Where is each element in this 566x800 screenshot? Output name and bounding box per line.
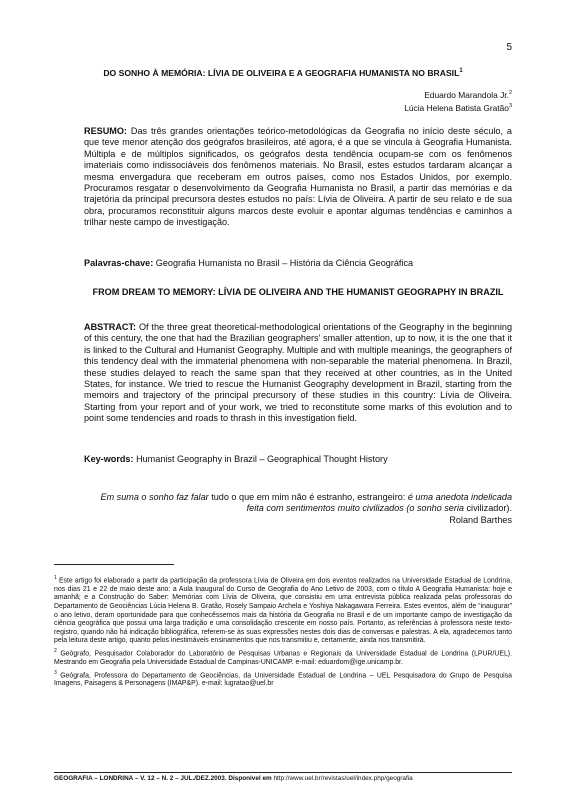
footer-separator: [54, 772, 512, 773]
footnote-number: 3: [54, 669, 57, 676]
epigraph-part-3: é uma anedota indelicada feita com sentimentos muito civilizados (o sonho seria: [246, 492, 512, 514]
epigraph: [84, 492, 512, 526]
author-1: [404, 88, 512, 101]
title-text: DO SONHO À MEMÓRIA: LÍVIA DE OLIVEIRA E A GEOGRAFIA HUMANISTA NO BRASIL: [103, 68, 460, 78]
footnote-3: [54, 669, 512, 689]
author-2: [404, 101, 512, 114]
key-words-text: Humanist Geography in Brazil – Geographical Thought History: [136, 454, 388, 464]
palavras-chave-text: Geografia Humanista no Brasil – História da Ciência Geográfica: [155, 258, 414, 268]
key-words-label: Key-words:: [84, 454, 134, 464]
resumo-text: Das três grandes orientações teórico-metodológicas da Geografia no início deste século, a que teve menor atenção dos geógrafos brasileiros, até agora, é a que se vincula à Geografia Humanista. Múltipla e de múltiplos significados, os geógrafos desta tendência ocupam-se com os fenômenos imateriais como indissociáveis dos fenômenos materiais. No Brasil, estes estudos tardaram alcançar a mesma envergadura que receberam em outros países, como nos Estados Unidos, por exemplo. Procuramos resgatar o desenvolvimento da Geografia Humanista no Brasil, a partir das memórias e da trajetória da principal precursora destes estudos no país: Lívia de Oliveira. A partir de seu relato e de sua obra, procuramos reconstituir alguns marcos deste evoluir e apontar algumas tendências e caminhos a trilhar neste campo de investigação.: [84, 126, 512, 228]
abstract-label: ABSTRACT:: [84, 322, 137, 332]
footnote-text: Este artigo foi elaborado a partir da participação da professora Lívia de Oliveira em dois eventos realizados na Universidade Estadual de Londrina, nos dias 21 e 22 de maio deste ano: a Aula Inaugural do Curso de Geografia do Ano Letivo de 2003, com o título A Geografia Humanista: hoje e amanhã; e a Construção do Saber: Memórias com Lívia de Oliveira, que consistiu em uma entrevista pública realizada pelas professoras do Departamento de Geociências Lúcia Helena B. Gratão, Rosely Sampaio Archela e Yoshiya Nakagawara Ferreira. Estes eventos, além de “inaugurar” o ano letivo, deram oportunidade para que conhecêssemos mais da história da Geografia no Brasil e de um importante campo de investigação da ciência geográfica que possui uma larga tradição e uma consolidação crescente em nosso país. Portanto, as referências à professora neste texto-registro, quando não há indicação bibliográfica, referem-se às suas expressões nestes dois dias de conversas e palestras. A ela, agradecemos tanto pela leitura deste artigo, quanto pelos inestimáveis ensinamentos que nos transmitiu e, certamente, ainda nos transmitirá.: [54, 577, 512, 645]
journal-url-link[interactable]: http://www.uel.br/revistas/uel/index.php/geografia: [273, 775, 413, 782]
palavras-chave-label: Palavras-chave:: [84, 258, 154, 268]
epigraph-author: Roland Barthes: [449, 514, 512, 525]
footnote-number: 2: [54, 648, 57, 655]
author-footnote-ref[interactable]: 2: [508, 90, 512, 96]
resumo-paragraph: [84, 126, 512, 229]
palavras-chave: [84, 258, 512, 269]
abstract-text: Of the three great theoretical-methodological orientations of the Geography in the beginning of this century, the one that had the Brazilian geographers' smaller attention, up to now, it is the one that it is linked to the Cultural and Humanist Geography. Multiple and with multiple meanings, the geographers of this tendency deal with the immaterial phenomena with non-separable the material phenomena. In Brazil, these studies delayed to reach the same span that they received at other countries, as in the United States, for instance. We tried to rescue the Humanist Geography development in Brazil, starting from the memoirs and trajectory of the principal precursory of these studies in this country: Lívia de Oliveira. Starting from your report and of your work, we tried to reconstitute some marks of this evolution and to point some tendencies and roads to thrash in this investigation field.: [84, 322, 513, 424]
epigraph-part-1: Em suma o sonho faz falar: [100, 492, 209, 502]
author-footnote-ref[interactable]: 3: [508, 102, 512, 109]
author-name: Eduardo Marandola Jr.: [424, 89, 509, 100]
resumo-label: RESUMO:: [84, 126, 127, 136]
page-number: 5: [506, 42, 512, 53]
footnote-text: Geógrafo, Pesquisador Colaborador do Laboratório de Pesquisas Urbanas e Regionais da Universidade Estadual de Londrina (LPUR/UEL). Mestrando em Geografia pela Universidade Estadual de Campinas-UNICAMP. e-mail: eduardom@ige.unicamp.br.: [54, 650, 512, 666]
epigraph-quote: [84, 492, 512, 515]
footnote-2: [54, 647, 512, 667]
author-list: [404, 88, 512, 114]
article-title-english: FROM DREAM TO MEMORY: LÍVIA DE OLIVEIRA AND THE HUMANIST GEOGRAPHY IN BRAZIL: [92, 287, 504, 297]
footnote-1: [54, 574, 512, 646]
author-name: Lúcia Helena Batista Gratão: [404, 102, 509, 113]
epigraph-part-2: tudo o que em mim não é estranho, estrangeiro:: [208, 492, 408, 502]
page-footer: [54, 775, 512, 782]
article-title-portuguese: [54, 68, 512, 78]
footnote-number: 1: [54, 575, 57, 581]
footnotes: [54, 574, 512, 690]
epigraph-part-4: civilizador).: [463, 503, 512, 514]
journal-citation: GEOGRAFIA – LONDRINA – V. 12 – N. 2 – JUL./DEZ.2003. Disponível em: [54, 775, 272, 782]
footnote-text: Geógrafa, Professora do Departamento de Geociências, da Universidade Estadual de Londrina – UEL Pesquisadora do Grupo de Pesquisa Imagens, Paisagens & Personagens (IMAP&P). e-mail: lugratao@uel.br: [54, 671, 512, 688]
key-words: [84, 454, 512, 465]
abstract-paragraph: [84, 322, 512, 425]
title-footnote-ref[interactable]: 1: [459, 68, 463, 75]
footnote-separator: [54, 564, 174, 565]
